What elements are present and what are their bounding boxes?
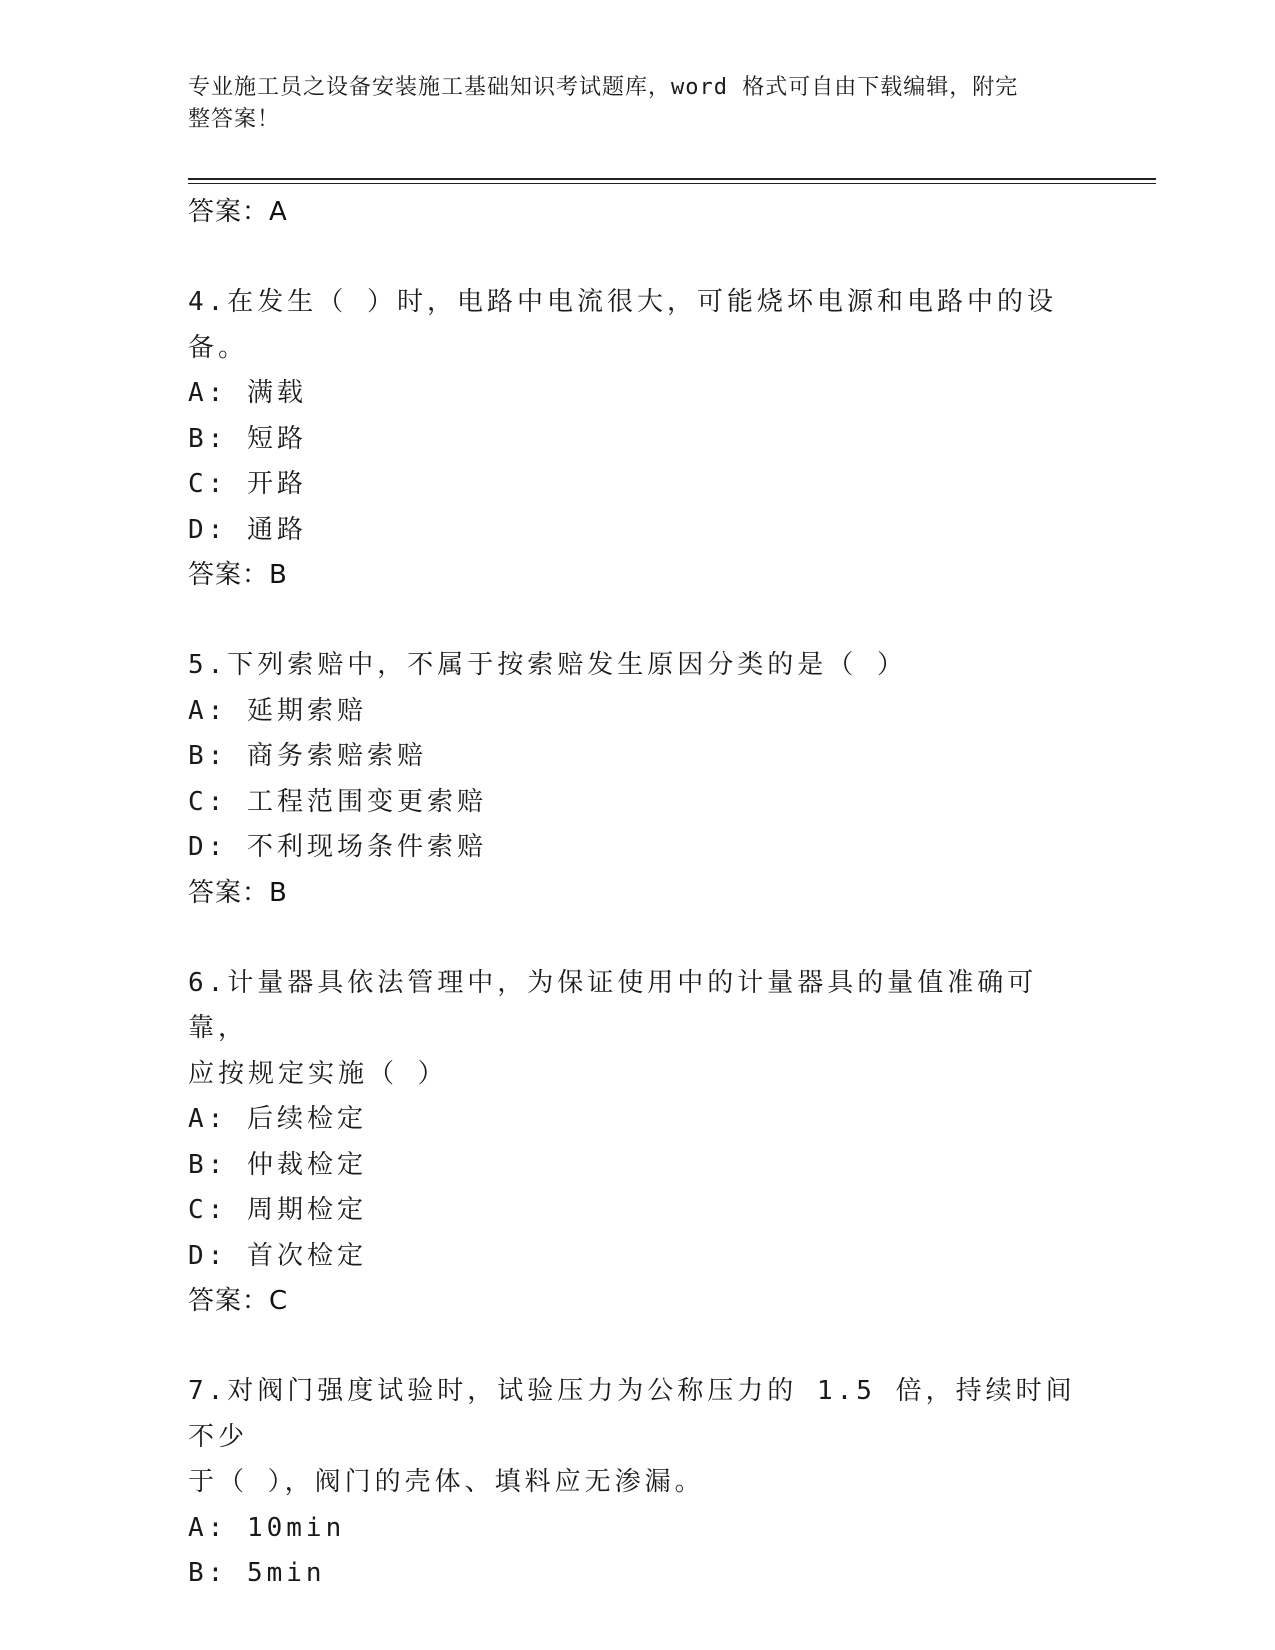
- option-a: A: 延期索赔: [188, 695, 367, 726]
- question-text: 4.在发生（ ）时，电路中电流很大，可能烧坏电源和电路中的设备。: [188, 287, 1057, 363]
- header-divider: [188, 178, 1156, 180]
- question-text-line-2: 于（ ），阀门的壳体、填料应无渗漏。: [188, 1467, 705, 1497]
- option-d: D: 首次检定: [188, 1240, 367, 1271]
- option-d: D: 不利现场条件索赔: [188, 832, 487, 862]
- answer-line: 答案：A: [188, 197, 288, 227]
- question-6: [188, 961, 1088, 1325]
- question-4: [188, 280, 1088, 598]
- question-text-line-1: 7.对阀门强度试验时，试验压力为公称压力的 1.5 倍，持续时间不少: [188, 1376, 1076, 1452]
- option-d: D: 通路: [188, 514, 307, 545]
- question-7: [188, 1369, 1088, 1597]
- option-b: B: 5min: [188, 1558, 326, 1588]
- header-line-1: 专业施工员之设备安装施工基础知识考试题库，word 格式可自由下载编辑，附完: [188, 75, 1019, 100]
- option-c: C: 周期检定: [188, 1195, 367, 1225]
- option-a: A: 10min: [188, 1512, 346, 1543]
- option-c: C: 开路: [188, 469, 307, 499]
- option-b: B: 仲裁检定: [188, 1149, 367, 1180]
- document-header: [188, 72, 1068, 136]
- answer-line: 答案：B: [188, 560, 288, 590]
- header-divider-thin: [188, 183, 1156, 184]
- header-line-2: 整答案！: [188, 107, 281, 132]
- option-a: A: 满载: [188, 378, 307, 408]
- option-c: C: 工程范围变更索赔: [188, 786, 487, 817]
- question-text-line-1: 6.计量器具依法管理中，为保证使用中的计量器具的量值准确可靠，: [188, 967, 1038, 1043]
- question-text: 5.下列索赔中，不属于按索赔发生原因分类的是（ ）: [188, 650, 907, 680]
- option-b: B: 短路: [188, 423, 307, 454]
- option-a: A: 后续检定: [188, 1104, 367, 1134]
- answer-line: 答案：B: [188, 877, 288, 908]
- question-list: [188, 190, 1088, 1597]
- question-text-line-2: 应按规定实施（ ）: [188, 1058, 448, 1089]
- question-5: [188, 643, 1088, 916]
- answer-line: 答案：C: [188, 1286, 289, 1316]
- option-b: B: 商务索赔索赔: [188, 741, 427, 771]
